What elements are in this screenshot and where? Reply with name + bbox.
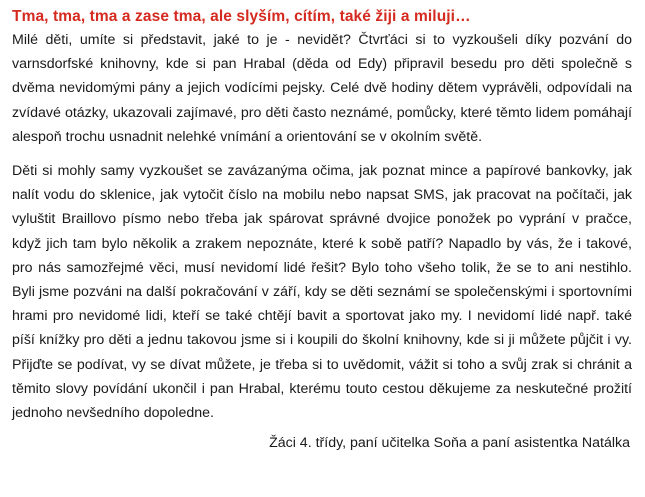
article bbox=[12, 6, 632, 455]
article-paragraph-1: Milé děti, umíte si představit, jaké to je - nevidět? Čtvrťáci si to vyzkoušeli díky pozvání do varnsdorfské knihovny, kde si pan Hrabal (děda od Edy) připravil besedu pro děti společně s dvěma nevidomými pány a jejich vodícími pejsky. Celé dvě hodiny dětem vyprávěli, odpovídali na zvídavé otázky, ukazovali zajímavé, pro děti často neznámé, pomůcky, které těmto lidem pomáhají alespoň trochu usnadnit nelehké vnímání a orientování se v okolním světě. bbox=[12, 32, 632, 145]
article-paragraph-2: Děti si mohly samy vyzkoušet se zavázanýma očima, jak poznat mince a papírové bankovky, jak nalít vodu do sklenice, jak vytočit číslo na mobilu nebo napsat SMS, jak pracovat na počítači, jak vyluštit Braillovo písmo nebo třeba jak spárovat správné dvojice ponožek po vyprání v pračce, když jich tam bylo několik a zrakem nepoznáte, které k sobě patří? Napadlo by vás, že i takové, pro nás samozřejmé věci, musí nevidomí lidé řešit? Bylo toho všeho tolik, že se to ani nestihlo. Byli jsme pozváni na další pokračování v září, kdy se děti seznámí se společenskými i sportovními hrami pro nevidomé lidi, kteří se také chtějí bavit a sportovat jako my. I nevidomí lidé např. také píší knížky pro děti a jednu takovou jsme si i koupili do školní knihovny, kde si ji můžete půjčit i vy. Přijďte se podívat, vy se dívat můžete, je třeba si to uvědomit, vážit si toho a svůj zrak si chránit a těmito slovy povídání ukončil i pan Hrabal, kterému touto cestou děkujeme za neskutečné prožití jednoho nevšedního dopoledne. bbox=[12, 163, 632, 422]
article-title: Tma, tma, tma a zase tma, ale slyším, cítím, také žiji a miluji… bbox=[12, 8, 471, 25]
article-signature: Žáci 4. třídy, paní učitelka Soňa a paní asistentka Natálka bbox=[269, 435, 630, 452]
